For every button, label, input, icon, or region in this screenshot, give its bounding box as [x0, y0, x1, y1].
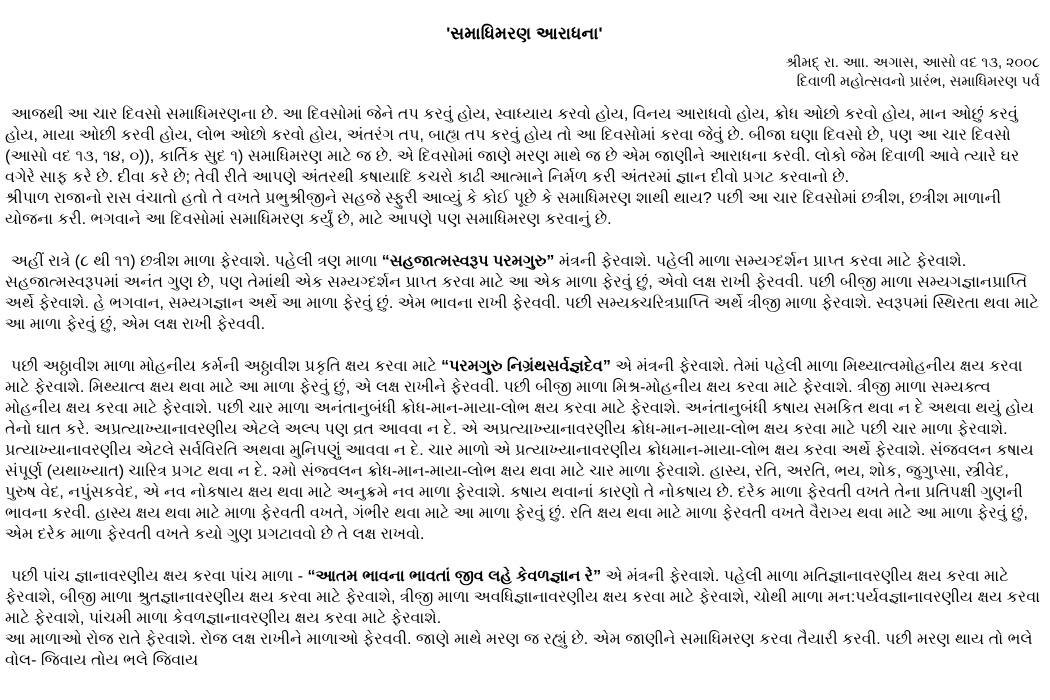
mantra-aatam-bhavna: “આતમ ભાવના ભાવતાં જીવ લહે કેવળજ્ઞાન રે” [307, 568, 602, 585]
paragraph-shripal-raja: શ્રીપાળ રાજાનો રાસ વંચાતો હતો તે વખતે પ્રભુશ્રીજીને સહજે સ્ફુરી આવ્યું કે કોઈ પૂછે કે સમાધિમરણ શાથી થાય? પછી આ ચાર દિવસોમાં છત્રીશ, છત્રીશ માળાની યોજના કરી. ભગવાને આ દિવસોમાં સમાધિમરણ કર્યું છે, માટે આપણે પણ સમાધિમરણ કરવાનું છે. [5, 190, 1002, 228]
document-body [5, 104, 1044, 671]
mantra-sahajatmasvarup-paramguru: “સહજાત્મસ્વરૂપ પરમગુરુ” [381, 253, 555, 270]
mantra-paramguru-nirgranthsarvagnadev: “પરમગુરુ નિગ્રંથસર્વજ્ઞદેવ” [441, 358, 611, 375]
paragraph-text: એ મંત્રની ફેરવાશે. તેમાં પહેલી માળા મિથ્યાત્વમોહનીય ક્ષય કરવા માટે ફેરવાશે. મિથ્યાત્વ ક્ષય થવા માટે આ માળા ફેરવું છું, એ લક્ષ રાખીને ફેરવવી. પછી બીજી માળા મિશ્ર-મોહનીય ક્ષય કરવા માટે ફેરવાશે. ત્રીજી માળા સમ્યક્ત્વ મોહનીય ક્ષય કરવા માટે ફેરવાશે. પછી ચાર માળા અનંતાનુબંધી ક્રોધ-માન-માયા-લોભ ક્ષય કરવા માટે ફેરવાશે. અનંતાનુબંધી કષાય સમકિત થવા ન દે અથવા થયું હોય તેનો ઘાત કરે. અપ્રત્યાખ્યાનાવરણીય એટલે અલ્પ પણ વ્રત આવવા ન દે. એ અપ્રત્યાખ્યાનાવરણીય ક્રોધ-માન-માયા-લોભ ક્ષય કરવા માટે પછી ચાર માળા ફેરવાશે. પ્રત્યાખ્યાનાવરણીય એટલે સર્વવિરતિ અથવા મુનિપણું આવવા ન દે. ચાર માળો એ પ્રત્યાખ્યાનાવરણીય ક્રોધમાન-માયા-લોભ ક્ષય કરવા અર્થે ફેરવાશે. સંજવલન કષાય સંપૂર્ણ (યથાખ્યાત) ચારિત્ર પ્રગટ થવા ન દે. ૨મો સંજ્વલન ક્રોધ-માન-માયા-લોભ ક્ષય થવા માટે ચાર માળા ફેરવાશે. હાસ્ય, રતિ, અરતિ, ભય, શોક, જુગુપ્સા, સ્ત્રીવેદ, પુરુષ વેદ, નપુંસકવેદ, એ નવ નોકષાય ક્ષય થવા માટે અનુક્રમે નવ માળા ફેરવાશે. કષાય થવાનાં કારણો તે નોકષાય છે. દરેક માળા ફેરવતી વખતે તેના પ્રતિપક્ષી ગુણની ભાવના કરવી. હાસ્ય ક્ષય થવા માટે માળા ફેરવતી વખતે, ગંભીર થવા માટે આ માળા ફેરવું છું. રતિ ક્ષય થવા માટે માળા ફેરવતી વખતે વૈરાગ્ય થવા માટે આ માળા ફેરવું છું, એમ દરેક માળા ફેરવતી વખતે કયો ગુણ પ્રગટાવવો છે તે લક્ષ રાખવો. [5, 358, 1034, 543]
paragraph-first-three-malas [5, 251, 1044, 335]
page-title: 'સમાધિમરણ આરાધના' [446, 24, 603, 43]
paragraph-closing: આ માળાઓ રોજ રાતે ફેરવાશે. રોજ લક્ષ રાખીને માળાઓ ફેરવવી. જાણે માથે મરણ જ રહ્યું છે. એમ જાણીને સમાધિમરણ કરવા તૈયારી કરવી. પછી મરણ થાય તો ભલે વોલ- જિવાય તોય ભલે જિવાય [5, 631, 1033, 669]
paragraph-five-malas [5, 566, 1044, 629]
paragraph-text: પછી અઠ્ઠાવીશ માળા મોહનીય કર્મની અઠ્ઠાવીશ પ્રકૃતિ ક્ષય કરવા માટે [11, 358, 442, 375]
paragraph-text: એ મંત્રની ફેરવાશે. પહેલી માળા મતિજ્ઞાનાવરણીય ક્ષય કરવા માટે ફેરવાશે, બીજી માળા શ્રુતજ્ઞાનાવરણીય ક્ષય કરવા માટે ફેરવાશે, ત્રીજી માળા અવધિજ્ઞાનાવરણીય ક્ષય કરવા માટે ફેરવાશે, ચોથી માળા મન:પર્યવજ્ઞાનાવરણીય ક્ષય કરવા માટે ફેરવાશે, પાંચમી માળા કેવળજ્ઞાનાવરણીય ક્ષય કરવા માટે ફેરવાશે. [5, 568, 1041, 627]
paragraph-intro: આજથી આ ચાર દિવસો સમાધિમરણના છે. આ દિવસોમાં જેને તપ કરવું હોય, સ્વાધ્યાય કરવો હોય, વિનય આરાધવો હોય, ક્રોધ ઓછો કરવો હોય, માન ઓછું કરવું હોય, માયા ઓછી કરવી હોય, લોભ ઓછો કરવો હોય, અંતરંગ તપ, બાહ્ય તપ કરવું હોય તો આ દિવસોમાં કરવા જેવું છે. બીજા ઘણા દિવસો છે, પણ આ ચાર દિવસો (આસો વદ ૧૩, ૧૪, ૦)), કાર્તિક સુદ ૧) સમાધિમરણ માટે જ છે. એ દિવસોમાં જાણે મરણ માથે જ છે એમ જાણીને આરાધના કરવી. લોકો જેમ દિવાળી આવે ત્યારે ઘર વગેરે સાફ કરે છે. દીવા કરે છે; તેવી રીતે આપણે અંતરથી કષાયાદિ કચરો કાઢી આત્માને નિર્મળ કરી અંતરમાં જ્ઞાન દીવો પ્રગટ કરવાનો છે. [5, 106, 1020, 186]
byline-occasion: દિવાળી મહોત્સવનો પ્રારંભ, સમાધિમરણ પર્વ [796, 74, 1040, 90]
byline [5, 54, 1040, 92]
paragraph-text: અહીં રાત્રે (૮ થી ૧૧) છત્રીશ માળા ફેરવાશે. પહેલી ત્રણ માળા [11, 253, 382, 270]
paragraph-text: પછી પાંચ જ્ઞાનાવરણીય ક્ષય કરવા પાંચ માળા - [11, 568, 308, 585]
byline-source-date: શ્રીમદ્ રા. આા. અગાસ, આસો વદ ૧૩, ૨૦૦૮ [785, 55, 1040, 71]
paragraph-twenty-eight-malas [5, 356, 1044, 545]
paragraph-text: મંત્રની ફેરવાશે. પહેલી માળા સમ્યગ્દર્શન પ્રાપ્ત કરવા માટે ફેરવાશે. સહજાત્મસ્વરૂપમાં અનંત ગુણ છે, પણ તેમાંથી એક સમ્યગ્દર્શન પ્રાપ્ત કરવા માટે આ એક માળા ફેરવું છું, એવો લક્ષ રાખી ફેરવવી. પછી બીજી માળા સમ્યગજ્ઞાનપ્રાપ્તિ અર્થે ફેરવાશે. હે ભગવાન, સમ્યગજ્ઞાન અર્થે આ માળા ફેરવું છું. એમ ભાવના રાખી ફેરવવી. પછી સમ્યક્ચરિત્રપ્રાપ્તિ અર્થે ત્રીજી માળા ફેરવાશે. સ્વરૂપમાં સ્થિરતા થવા માટે આ માળા ફેરવું છું, એમ લક્ષ રાખી ફેરવવી. [5, 253, 1039, 333]
